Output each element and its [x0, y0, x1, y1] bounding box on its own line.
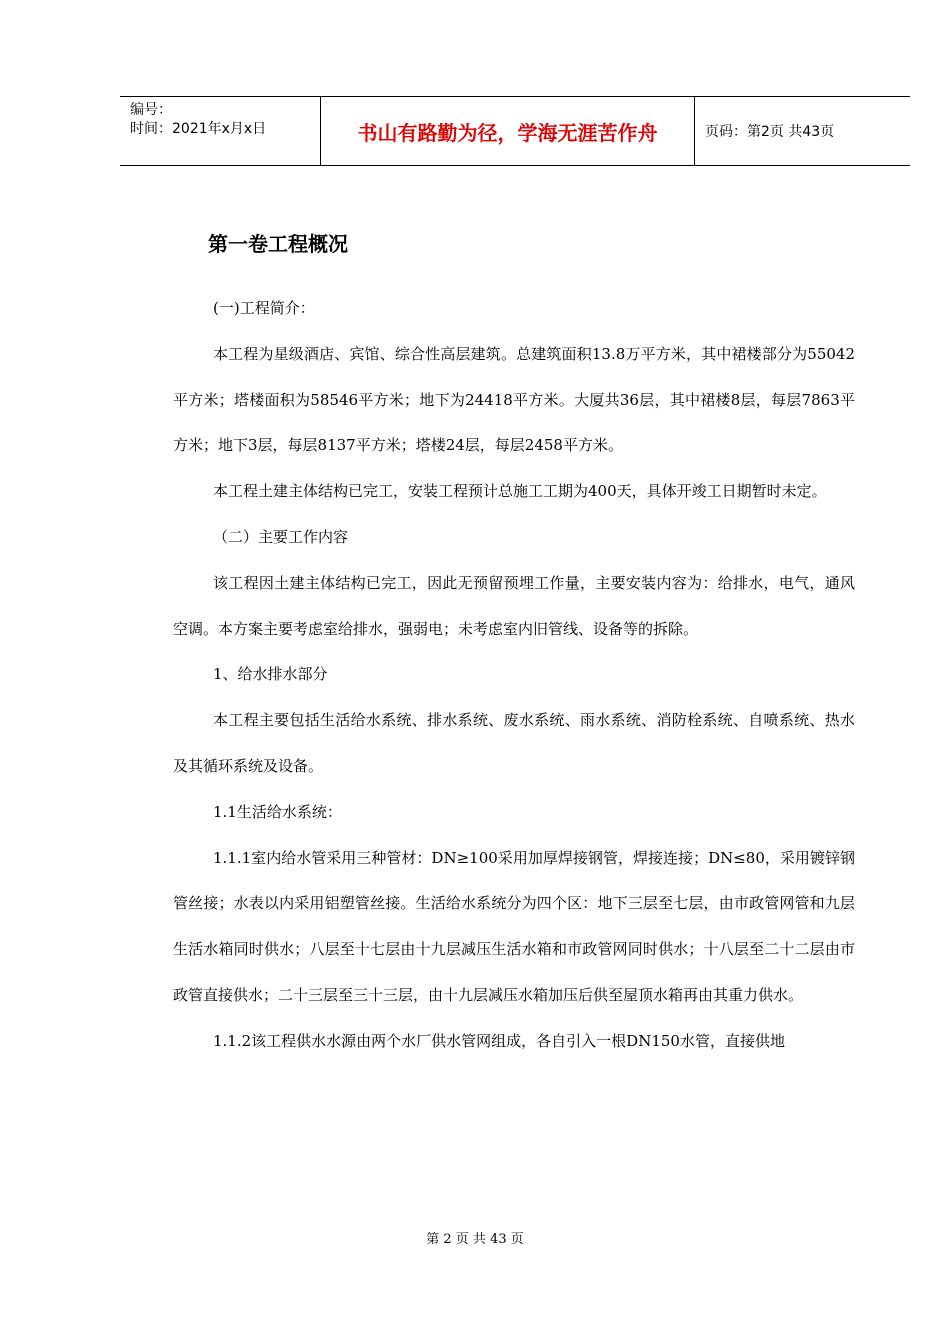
- paragraph: 1.1.1室内给水管采用三种管材：DN≥100采用加厚焊接钢管，焊接连接；DN≤80，采用镀锌钢管丝接；水表以内采用铝塑管丝接。生活给水系统分为四个区：地下三层至七层，由市政管网管和九层生活水箱同时供水；八层至十七层由十九层减压生活水箱和市政管网同时供水；十八层至二十二层由市政管直接供水；二十三层至三十三层，由十九层减压水箱加压后供至屋顶水箱再由其重力供水。: [173, 848, 855, 1004]
- header-motto: 书山有路勤为径，学海无涯苦作舟: [321, 97, 695, 165]
- number-label: 编号：: [130, 102, 172, 118]
- paragraph: 本工程主要包括生活给水系统、排水系统、废水系统、雨水系统、消防栓系统、自喷系统、热水及其循环系统及设备。: [173, 711, 855, 775]
- header-page-number: 页码：第2页 共43页: [705, 124, 835, 140]
- paragraph: 该工程因土建主体结构已完工，因此无预留预埋工作量，主要安装内容为：给排水，电气，通风空调。本方案主要考虑室给排水，强弱电；未考虑室内旧管线、设备等的拆除。: [173, 573, 855, 638]
- paragraph: 1.1.2该工程供水水源由两个水厂供水管网组成，各自引入一根DN150水管，直接供地: [213, 1031, 785, 1050]
- paragraph: 本工程为星级酒店、宾馆、综合性高层建筑。总建筑面积13.8万平方米，其中裙楼部分为55042平方米；塔楼面积为58546平方米；地下为24418平方米。大厦共36层，其中裙楼8层，每层7863平方米；地下3层，每层8137平方米；塔楼24层，每层2458平方米。: [173, 344, 855, 455]
- document-body: [173, 286, 855, 1065]
- time-label: 时间：2021年x月x日: [130, 121, 267, 137]
- page-header: [120, 96, 910, 166]
- paragraph: 1.1生活给水系统：: [213, 802, 342, 821]
- page-footer: 第 2 页 共 43 页: [426, 1232, 524, 1247]
- paragraph: （二）主要工作内容: [213, 527, 349, 546]
- paragraph: 1、给水排水部分: [213, 665, 328, 684]
- header-meta: [120, 97, 321, 165]
- paragraph: (一)工程简介：: [213, 299, 315, 317]
- paragraph: 本工程土建主体结构已完工，安装工程预计总施工工期为400天，具体开竣工日期暂时未定。: [213, 482, 827, 501]
- section-title: 第一卷工程概况: [208, 232, 348, 256]
